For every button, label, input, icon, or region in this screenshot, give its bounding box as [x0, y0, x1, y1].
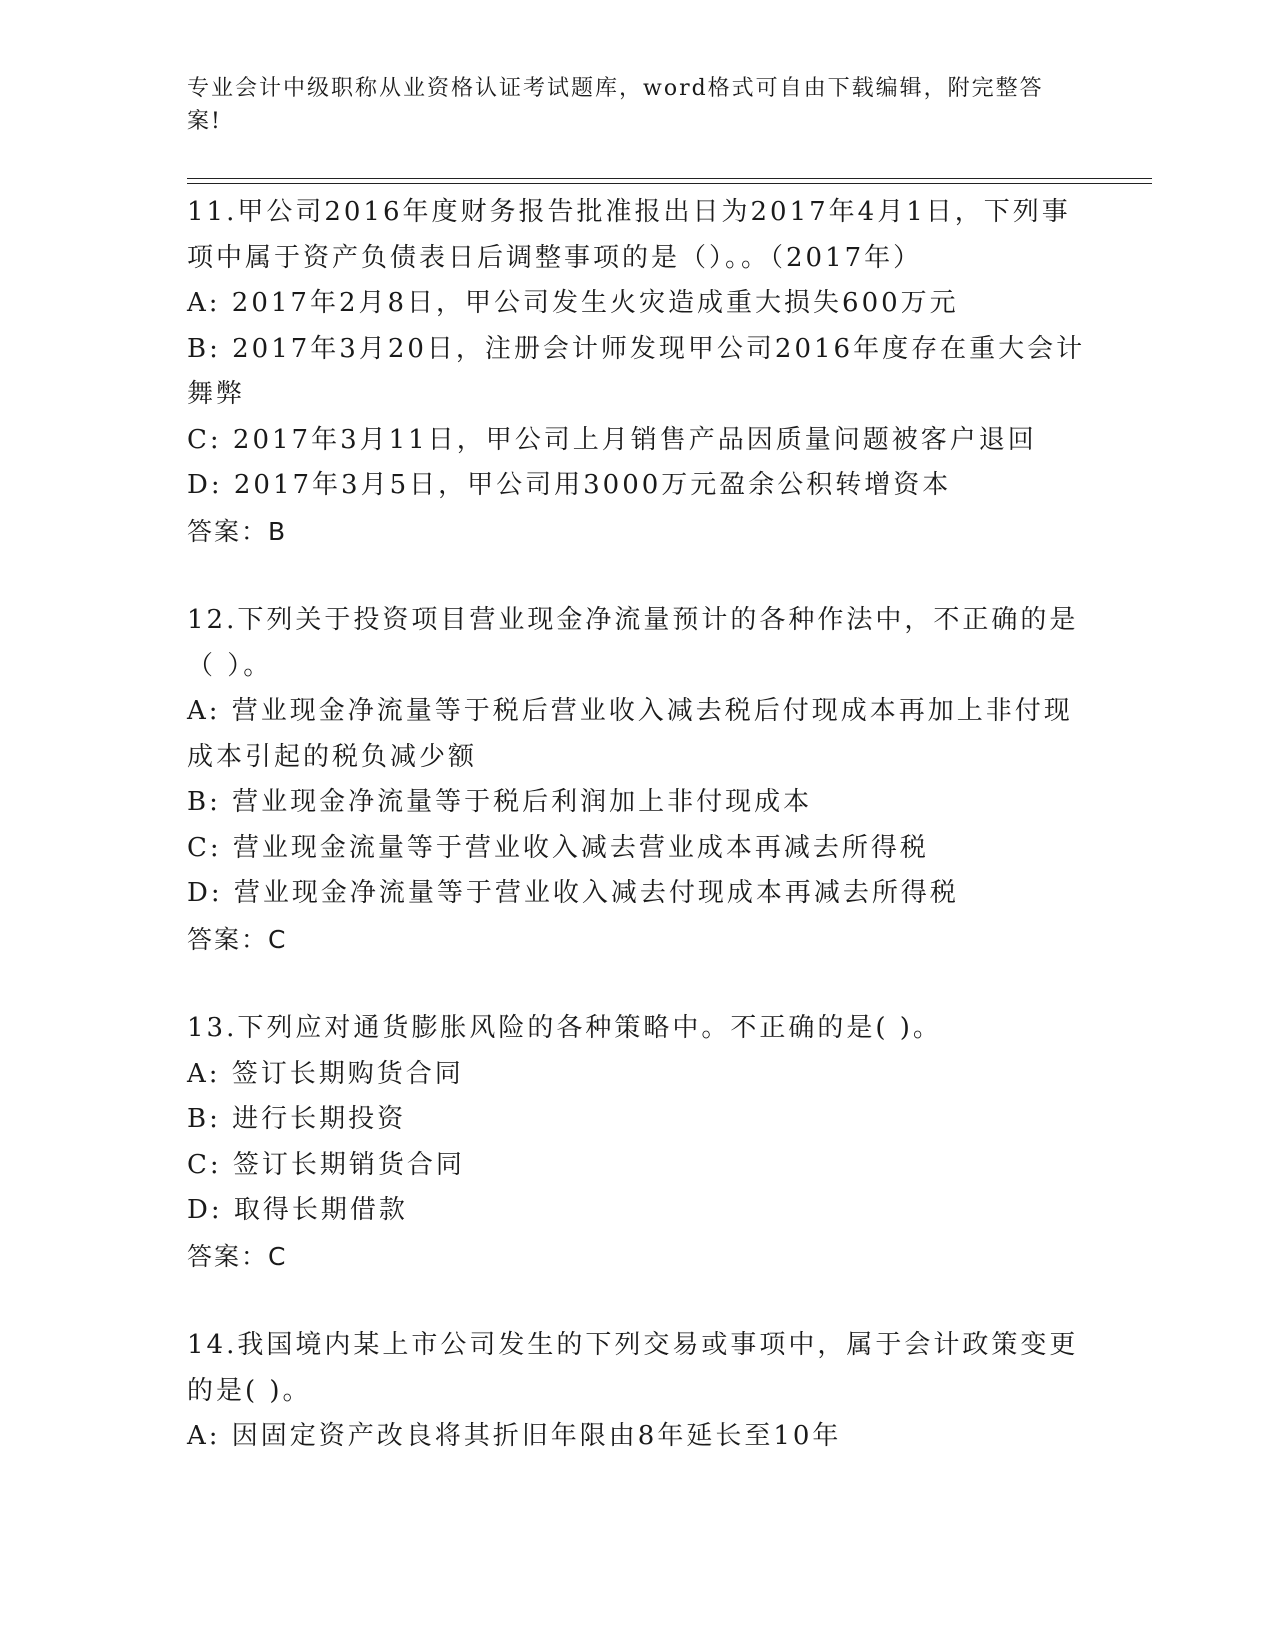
header-line-2: 案!: [187, 109, 222, 134]
option-b: B: 2017年3月20日，注册会计师发现甲公司2016年度存在重大会计: [187, 333, 1086, 364]
question-stem: 13.下列应对通货膨胀风险的各种策略中。不正确的是( )。: [187, 1013, 942, 1043]
option-c: C: 营业现金流量等于营业收入减去营业成本再减去所得税: [187, 832, 929, 863]
answer-label: 答案：C: [187, 1241, 288, 1271]
option-a: A: 因固定资产改良将其折旧年限由8年延长至10年: [187, 1421, 842, 1451]
option-b: B: 营业现金净流量等于税后利润加上非付现成本: [187, 787, 813, 817]
question-stem: 的是( )。: [187, 1375, 312, 1406]
header-divider-bottom: [187, 183, 1152, 184]
option-b: B: 进行长期投资: [187, 1104, 407, 1134]
answer-label: 答案：B: [187, 516, 288, 546]
question-stem: 12.下列关于投资项目营业现金净流量预计的各种作法中，不正确的是: [187, 605, 1079, 635]
header-divider-top: [187, 178, 1152, 179]
question-stem: （ ）。: [187, 650, 273, 681]
option-c: C: 2017年3月11日，甲公司上月销售产品因质量问题被客户退回: [187, 424, 1037, 455]
option-a: A: 签订长期购货合同: [187, 1058, 464, 1089]
option-d: D: 2017年3月5日，甲公司用3000万元盈余公积转增资本: [187, 470, 952, 500]
question-13: [187, 1006, 1087, 1279]
answer-label: 答案：C: [187, 924, 288, 954]
option-a: 成本引起的税负减少额: [187, 741, 478, 772]
option-c: C: 签订长期销货合同: [187, 1149, 465, 1180]
spacer: [187, 1279, 1087, 1323]
header-line-1: 专业会计中级职称从业资格认证考试题库，word格式可自由下载编辑，附完整答: [187, 76, 1044, 101]
option-d: D: 营业现金净流量等于营业收入减去付现成本再减去所得税: [187, 878, 959, 908]
question-14: [187, 1323, 1087, 1460]
page-header: [187, 72, 1067, 138]
option-d: D: 取得长期借款: [187, 1195, 408, 1225]
question-12: [187, 598, 1087, 962]
spacer: [187, 554, 1087, 598]
question-11: [187, 190, 1087, 554]
spacer: [187, 962, 1087, 1006]
option-b: 舞弊: [187, 379, 246, 409]
option-a: A: 2017年2月8日，甲公司发生火灾造成重大损失600万元: [187, 288, 959, 318]
question-list: [187, 190, 1087, 1460]
question-stem: 11.甲公司2016年度财务报告批准报出日为2017年4月1日，下列事: [187, 197, 1071, 227]
question-stem: 项中属于资产负债表日后调整事项的是（）。。（2017年）: [187, 242, 923, 273]
option-a: A: 营业现金净流量等于税后营业收入减去税后付现成本再加上非付现: [187, 696, 1073, 726]
question-stem: 14.我国境内某上市公司发生的下列交易或事项中，属于会计政策变更: [187, 1330, 1079, 1360]
